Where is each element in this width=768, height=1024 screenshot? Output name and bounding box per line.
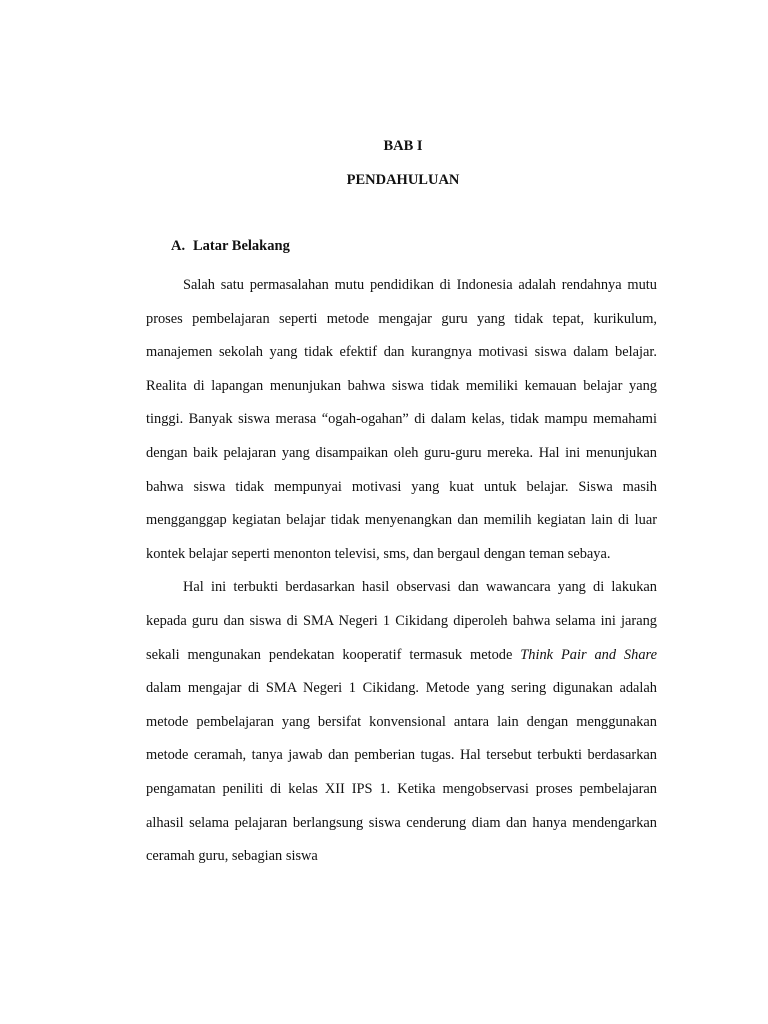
section-letter: A. bbox=[171, 238, 186, 254]
chapter-number: BAB I bbox=[383, 138, 423, 154]
chapter-title: PENDAHULUAN bbox=[346, 172, 460, 188]
paragraph-1: Salah satu permasalahan mutu pendidikan di Indonesia adalah rendahnya mutu proses pembelajaran seperti metode mengajar guru yang tidak tepat, kurikulum, manajemen sekolah yang tidak efektif dan kurangnya motivasi siswa dalam belajar. Realita di lapangan menunjukan bahwa siswa tidak memiliki kemauan belajar yang tinggi. Banyak siswa merasa “ogah-ogahan” di dalam kelas, tidak mampu memahami dengan baik pelajaran yang disampaikan oleh guru-guru mereka. Hal ini menunjukan bahwa siswa tidak mempunyai motivasi yang kuat untuk belajar. Siswa masih mengganggap kegiatan belajar tidak menyenangkan dan memilih kegiatan lain di luar kontek belajar seperti menonton televisi, sms, dan bergaul dengan teman sebaya. bbox=[146, 277, 657, 562]
section-heading bbox=[171, 238, 290, 255]
paragraph-2-italic-term: Think Pair and Share bbox=[520, 646, 657, 663]
paragraph-2-part-1: Hal ini terbukti berdasarkan hasil observasi dan wawancara yang di lakukan kepada guru dan siswa di SMA Negeri 1 Cikidang diperoleh bahwa selama ini jarang sekali mengunakan pendekatan kooperatif termasuk metode bbox=[146, 579, 657, 663]
paragraph-2 bbox=[146, 571, 657, 873]
section-title: Latar Belakang bbox=[193, 238, 290, 254]
paragraph-2-part-2: dalam mengajar di SMA Negeri 1 Cikidang. Metode yang sering digunakan adalah metode pembelajaran yang bersifat konvensional antara lain dengan menggunakan metode ceramah, tanya jawab dan pemberian tugas. Hal tersebut terbukti berdasarkan pengamatan peniliti di kelas XII IPS 1. Ketika mengobservasi proses pembelajaran alhasil selama pelajaran berlangsung siswa cenderung diam dan hanya mendengarkan ceramah guru, sebagian siswa bbox=[146, 680, 657, 865]
body-text bbox=[146, 269, 657, 874]
